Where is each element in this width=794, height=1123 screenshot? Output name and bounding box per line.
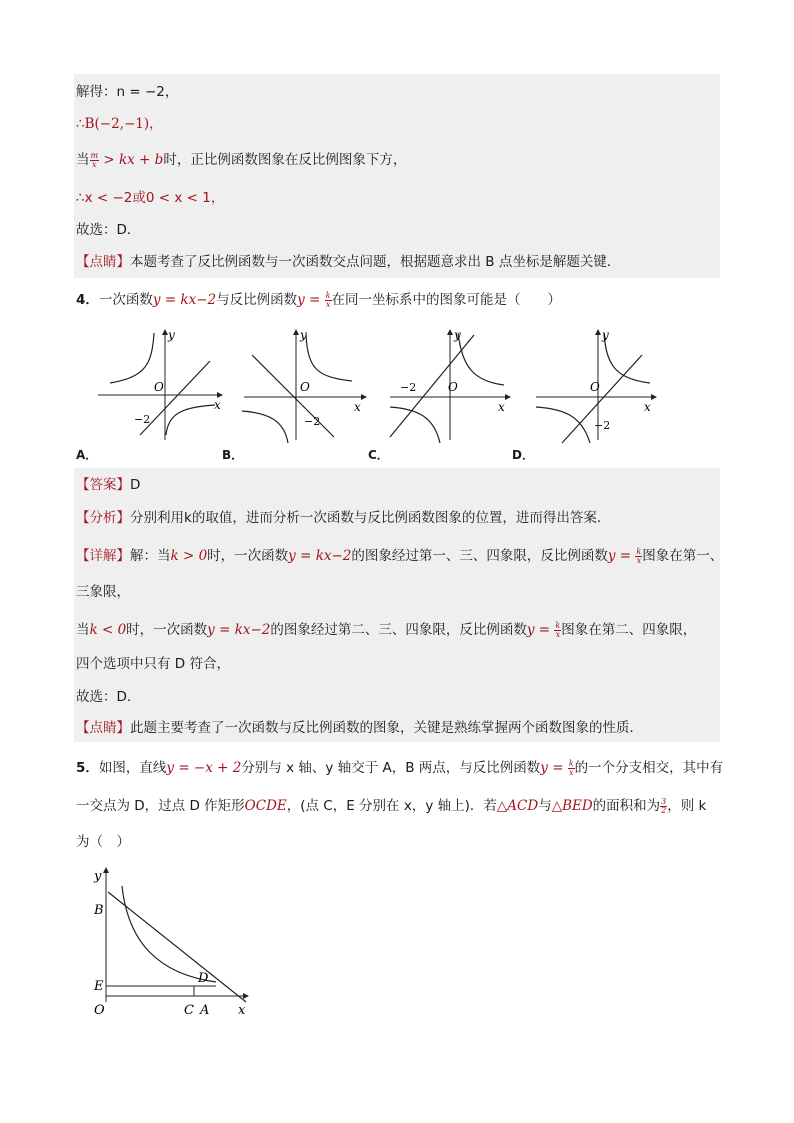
q4-detail1-fraction: $\frac{k}{x}$: [636, 546, 642, 565]
svg-text:O: O: [590, 380, 600, 394]
hyperbola-branch-upper: [110, 333, 154, 383]
hyperbola-branch-upper: [604, 333, 650, 383]
q5-area-fraction: $\frac{3}{2}$: [661, 796, 667, 815]
q4-comment-line: 【点睛】此题主要考查了一次函数与反比例函数的图象，关键是熟练掌握两个函数图象的性质．: [76, 720, 643, 736]
svg-text:x: x: [238, 1003, 246, 1018]
svg-text:−2: −2: [594, 419, 611, 432]
svg-text:y: y: [602, 328, 609, 342]
svg-text:D: D: [198, 971, 209, 986]
hyperbola-branch-lower: [166, 405, 215, 435]
svg-text:x: x: [354, 400, 361, 414]
q4-stem-fraction: $\frac{k}{x}$: [325, 290, 331, 309]
svg-text:O: O: [448, 380, 458, 394]
svg-text:−2: −2: [304, 415, 321, 428]
q5-stem-line-2: 一交点为 D，过点 D 作矩形OCDE，(点 C，E 分别在 x，y 轴上)．若△ACD与△BED的面积和为 $\frac{3}{2}$ ，则 k: [76, 796, 707, 815]
q4-detail3-fraction: $\frac{k}{x}$: [555, 620, 561, 639]
linear-line: [252, 355, 334, 437]
hyperbola-branch-lower: [536, 407, 590, 443]
comment-tag: 【点睛】: [76, 254, 130, 270]
q5-figure: [88, 862, 258, 1022]
option-b-label: B．: [222, 448, 244, 462]
svg-text:y: y: [168, 328, 175, 342]
linear-line: [140, 361, 210, 435]
option-a-label: A．: [76, 448, 98, 462]
q4-detail-line-1: 【详解】解：当k > 0时，一次函数y = kx−2的图象经过第一、三、四象限，反比例函数y = $\frac{k}{x}$ 图象在第一、: [76, 546, 724, 565]
q3-fraction: $\frac{m}{x}$: [90, 150, 99, 169]
option-d-label: D．: [512, 448, 534, 462]
svg-text:y: y: [454, 328, 461, 342]
hyperbola-branch-upper: [458, 333, 504, 385]
q3-comment-line: 【点睛】本题考查了反比例函数与一次函数交点问题，根据题意求出 B 点坐标是解题关键．: [76, 254, 621, 270]
q4-graph-d: [532, 325, 672, 445]
q5-fraction: $\frac{k}{x}$: [568, 758, 574, 777]
q5-stem-line-1: 5．如图，直线y = −x + 2分别与 x 轴、y 轴交于 A，B 两点，与反比例函数y = $\frac{k}{x}$ 的一个分支相交，其中有: [76, 758, 724, 777]
q4-choice-line: 故选：D．: [76, 689, 141, 705]
q3-solution-block: [74, 74, 720, 278]
svg-text:−2: −2: [400, 381, 417, 394]
svg-text:C: C: [184, 1003, 194, 1018]
q5-stem-line-3: 为（ ）: [76, 834, 130, 850]
q4-answer-line: 【答案】D: [76, 477, 141, 493]
q3-condition-line: 当 $\frac{m}{x}$ > kx + b时，正比例函数图象在反比例图象下方，: [76, 150, 407, 169]
svg-text:B: B: [94, 903, 104, 918]
q4-analysis-line: 【分析】分别利用k的取值，进而分析一次函数与反比例函数图象的位置，进而得出答案．: [76, 510, 611, 526]
svg-text:x: x: [214, 398, 221, 412]
hyperbola-branch-upper: [306, 335, 352, 381]
option-c-label: C．: [368, 448, 389, 462]
q4-graph-b: [238, 325, 378, 445]
svg-text:x: x: [498, 400, 505, 414]
hyperbola-branch-lower: [390, 407, 440, 443]
q4-stem: 4．一次函数y = kx−2与反比例函数y = $\frac{k}{x}$ 在同一坐标系中的图象可能是（ ）: [76, 290, 562, 309]
hyperbola-branch-lower: [242, 411, 288, 443]
svg-text:x: x: [644, 400, 651, 414]
q4-detail-line-3: 当k < 0时，一次函数y = kx−2的图象经过第二、三、四象限，反比例函数y = $\frac{k}{x}$ 图象在第二、四象限，: [76, 620, 697, 639]
q3-point-b-line: ∴B(−2,−1)，: [76, 116, 163, 132]
svg-text:A: A: [200, 1003, 210, 1018]
svg-text:O: O: [154, 380, 164, 394]
svg-text:O: O: [300, 380, 310, 394]
q3-choice-line: 故选：D．: [76, 222, 141, 238]
q4-graph-a: [90, 325, 230, 445]
q3-range-line: ∴x < −2或0 < x < 1，: [76, 190, 225, 206]
q3-solve-line: 解得：n = −2，: [76, 84, 179, 100]
svg-text:O: O: [94, 1003, 105, 1018]
svg-text:−2: −2: [134, 413, 151, 426]
svg-text:y: y: [94, 869, 102, 884]
q4-detail-line-2: 三象限，: [76, 584, 130, 600]
q4-detail-line-4: 四个选项中只有 D 符合，: [76, 656, 230, 672]
svg-text:y: y: [300, 328, 307, 342]
q4-graph-c: [386, 325, 526, 445]
svg-text:E: E: [94, 979, 104, 994]
